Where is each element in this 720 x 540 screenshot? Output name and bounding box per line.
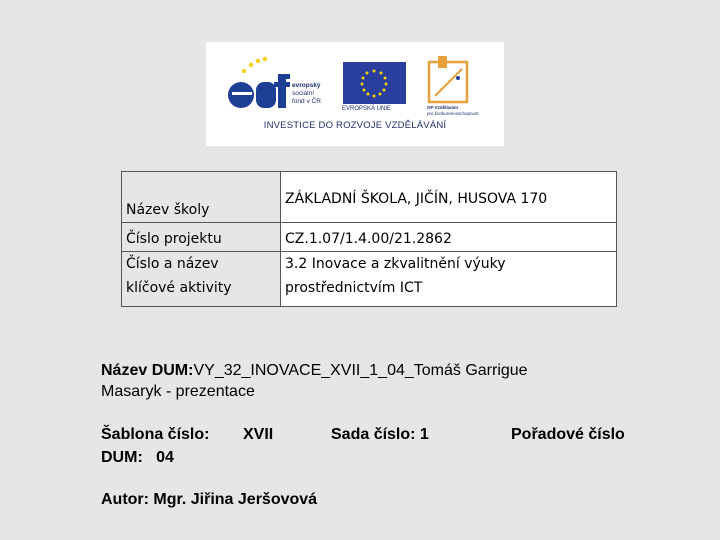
esf-line-2: sociální	[292, 90, 315, 97]
school-name-label: Název školy	[122, 172, 281, 223]
dum-label: Název DUM:	[101, 362, 194, 379]
op-line-1: OP Vzdělávání	[427, 105, 458, 110]
author: Autor: Mgr. Jiřina Jeršovová	[101, 491, 318, 508]
sablona-label: Šablona číslo:	[101, 426, 210, 443]
dum-line-2: Masaryk - prezentace	[101, 383, 255, 400]
project-number-label: Číslo projektu	[122, 223, 281, 252]
esf-line-3: fond v ČR	[292, 98, 321, 105]
esf-line-1: evropský	[292, 82, 321, 89]
dum-value: VY_32_INOVACE_XVII_1_04_Tomáš Garrigue	[193, 362, 528, 379]
key-activity-label	[122, 252, 281, 307]
logo-banner	[206, 42, 504, 146]
esf-mark-icon	[228, 74, 290, 108]
dum-line-1	[101, 360, 528, 381]
key-activity-value-line-1: 3.2 Inovace a zkvalitnění výuky	[285, 256, 506, 272]
logo-caption: INVESTICE DO ROZVOJE VZDĚLÁVÁNÍ	[263, 120, 447, 131]
eu-label: EVROPSKÁ UNIE	[342, 106, 392, 112]
op-line-2: pro konkurenceschopnost	[427, 111, 479, 116]
table-row	[122, 252, 617, 307]
sablona-value: XVII	[243, 426, 274, 443]
school-info-table	[121, 171, 617, 307]
op-logo-icon	[429, 56, 467, 102]
key-activity-label-line-1: Číslo a název	[126, 256, 219, 272]
table-row	[122, 223, 617, 252]
school-name-value: ZÁKLADNÍ ŠKOLA, JIČÍN, HUSOVA 170	[281, 172, 617, 223]
key-activity-value-line-2: prostřednictvím ICT	[285, 280, 423, 296]
dum-number: DUM: 04	[101, 449, 174, 466]
project-number-value: CZ.1.07/1.4.00/21.2862	[281, 223, 617, 252]
esf-stars-icon	[242, 57, 267, 73]
sada-number: Sada číslo: 1	[331, 426, 429, 443]
key-activity-label-line-2: klíčové aktivity	[126, 280, 232, 296]
eu-flag-icon	[343, 62, 406, 104]
key-activity-value	[281, 252, 617, 307]
poradove-cislo: Pořadové číslo	[511, 426, 625, 443]
table-row	[122, 172, 617, 223]
